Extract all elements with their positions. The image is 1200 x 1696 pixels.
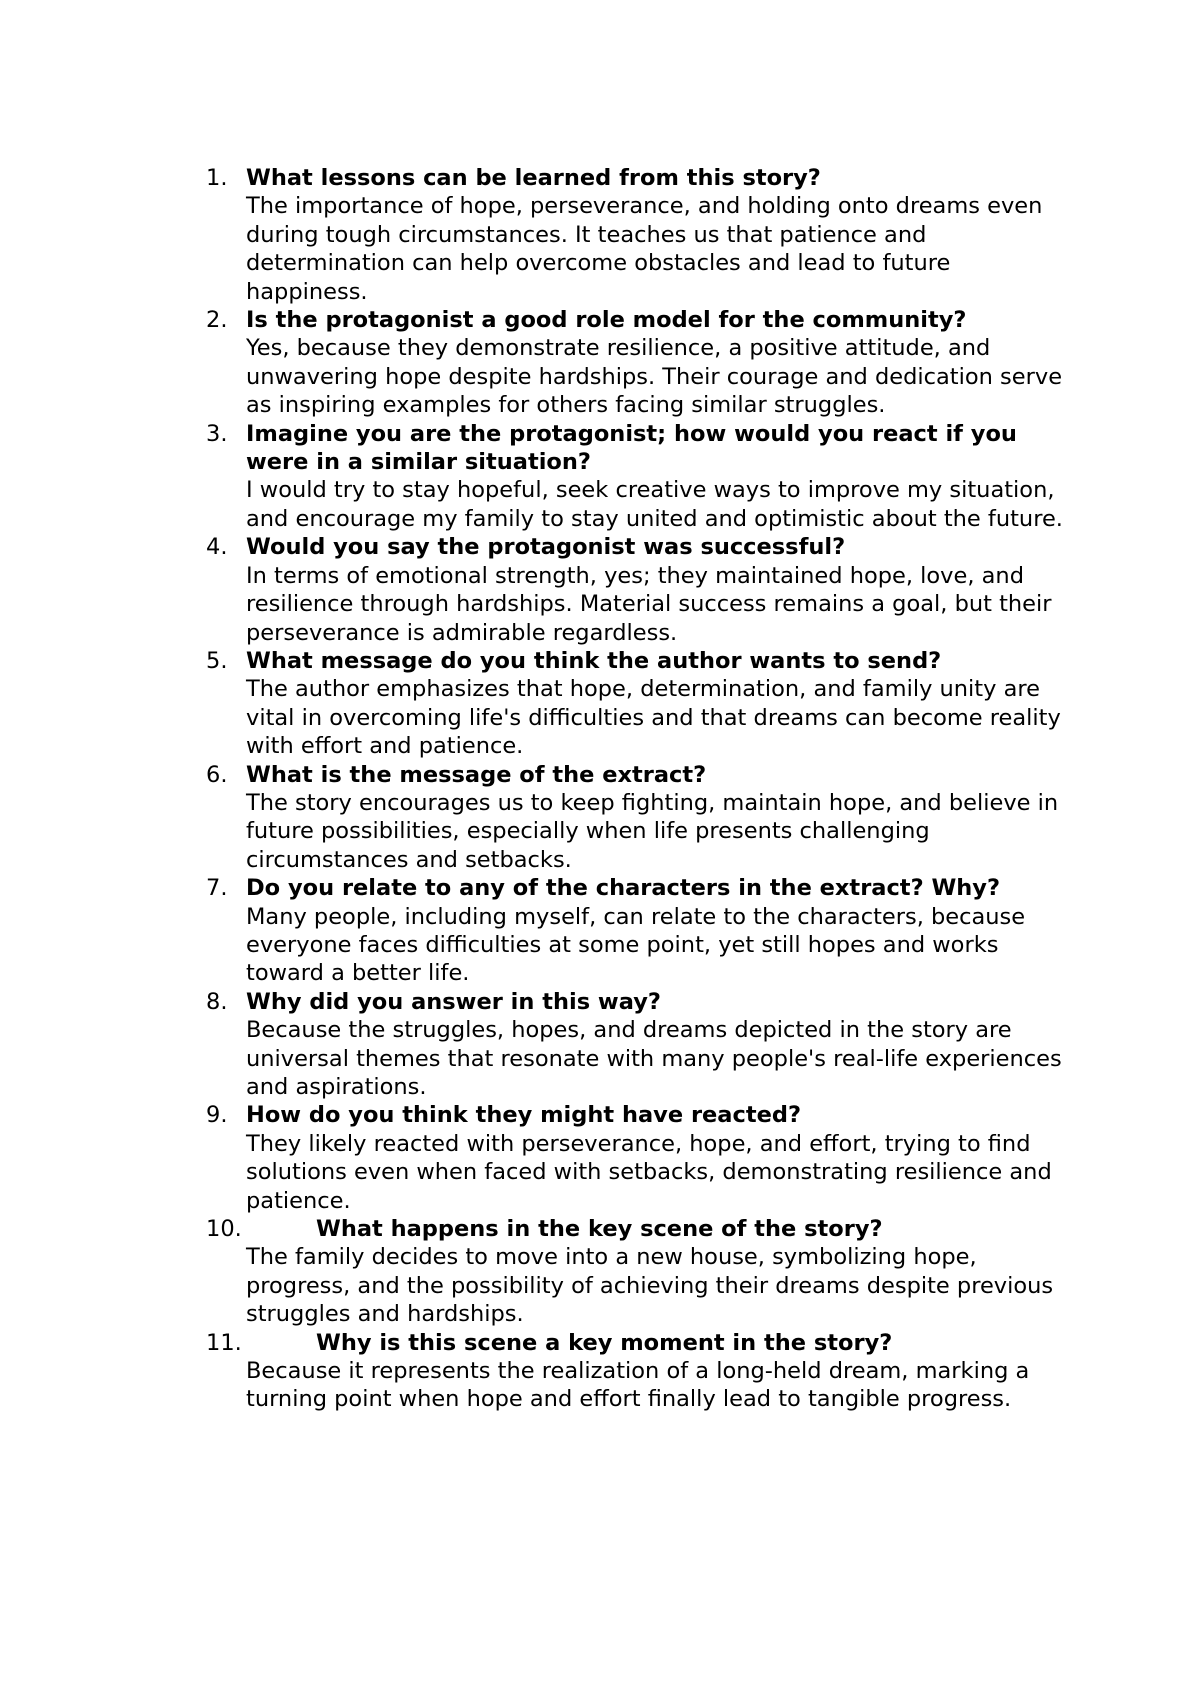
- question-text: Do you relate to any of the characters in the extract? Why?: [246, 875, 1001, 902]
- list-item: [0, 761, 1200, 875]
- list-item: [0, 988, 1200, 1102]
- answer-text: Because it represents the realization of a long-held dream, marking a turning point when hope and effort finally lead to tangible progress.: [246, 1358, 1030, 1413]
- question-text: Why is this scene a key moment in the story?: [316, 1329, 893, 1356]
- item-body: [246, 1101, 1076, 1215]
- question-text: Would you say the protagonist was successful?: [246, 534, 846, 561]
- item-body: [246, 647, 1076, 761]
- item-number: 3.: [206, 420, 228, 447]
- list-item: [0, 874, 1200, 988]
- answer-text: They likely reacted with perseverance, hope, and effort, trying to find solutions even when faced with setbacks, demonstrating resilience and patience.: [246, 1130, 1052, 1214]
- item-number: 5.: [206, 647, 228, 674]
- item-number: 6.: [206, 761, 228, 788]
- item-body: [246, 533, 1076, 647]
- item-body: [246, 761, 1076, 875]
- item-number: 2.: [206, 307, 228, 334]
- question-text: How do you think they might have reacted?: [246, 1102, 801, 1129]
- answer-text: The author emphasizes that hope, determination, and family unity are vital in overcoming life's difficulties and that dreams can become reality with effort and patience.: [246, 676, 1061, 760]
- answer-text: Many people, including myself, can relate to the characters, because everyone faces difficulties at some point, yet still hopes and works toward a better life.: [246, 903, 1026, 987]
- item-body: [246, 988, 1076, 1102]
- item-number: 10.: [206, 1216, 242, 1243]
- item-body: [246, 420, 1076, 534]
- question-text: What is the message of the extract?: [246, 761, 707, 788]
- answer-text: The family decides to move into a new house, symbolizing hope, progress, and the possibility of achieving their dreams despite previous struggles and hardships.: [246, 1244, 1054, 1328]
- answer-text: I would try to stay hopeful, seek creative ways to improve my situation, and encourage my family to stay united and optimistic about the future.: [246, 477, 1063, 532]
- list-item: [0, 1329, 1200, 1414]
- item-number: 4.: [206, 534, 228, 561]
- answer-text: The importance of hope, perseverance, and holding onto dreams even during tough circumstances. It teaches us that patience and determination can help overcome obstacles and lead to future happiness.: [246, 193, 1043, 305]
- item-body: [246, 306, 1076, 420]
- item-body: [246, 1329, 1076, 1414]
- item-body: [246, 1215, 1076, 1329]
- question-text: What happens in the key scene of the story?: [316, 1216, 883, 1243]
- question-text: Imagine you are the protagonist; how would you react if you were in a similar situation?: [246, 420, 1017, 476]
- list-item: [0, 1215, 1200, 1329]
- item-number: 8.: [206, 988, 228, 1015]
- list-item: [0, 164, 1200, 306]
- question-text: Why did you answer in this way?: [246, 988, 661, 1015]
- list-item: [0, 533, 1200, 647]
- list-item: [0, 420, 1200, 534]
- answer-text: In terms of emotional strength, yes; they maintained hope, love, and resilience through hardships. Material success remains a goal, but their perseverance is admirable regardless.: [246, 562, 1052, 646]
- item-body: [246, 164, 1076, 306]
- question-text: What message do you think the author wants to send?: [246, 647, 942, 674]
- question-answer-list: [0, 164, 1200, 1414]
- answer-text: Because the struggles, hopes, and dreams depicted in the story are universal themes that resonate with many people's real-life experiences and aspirations.: [246, 1017, 1062, 1100]
- item-body: [246, 874, 1076, 988]
- item-number: 11.: [206, 1329, 242, 1356]
- item-number: 1.: [206, 165, 228, 191]
- question-text: What lessons can be learned from this story?: [246, 165, 821, 191]
- list-item: [0, 306, 1200, 420]
- item-number: 9.: [206, 1102, 228, 1129]
- answer-text: Yes, because they demonstrate resilience, a positive attitude, and unwavering hope despite hardships. Their courage and dedication serve as inspiring examples for others facing similar struggles.: [246, 335, 1063, 419]
- list-item: [0, 1101, 1200, 1215]
- answer-text: The story encourages us to keep fighting, maintain hope, and believe in future possibilities, especially when life presents challenging circumstances and setbacks.: [246, 789, 1059, 873]
- question-text: Is the protagonist a good role model for the community?: [246, 307, 967, 334]
- list-item: [0, 647, 1200, 761]
- item-number: 7.: [206, 875, 228, 902]
